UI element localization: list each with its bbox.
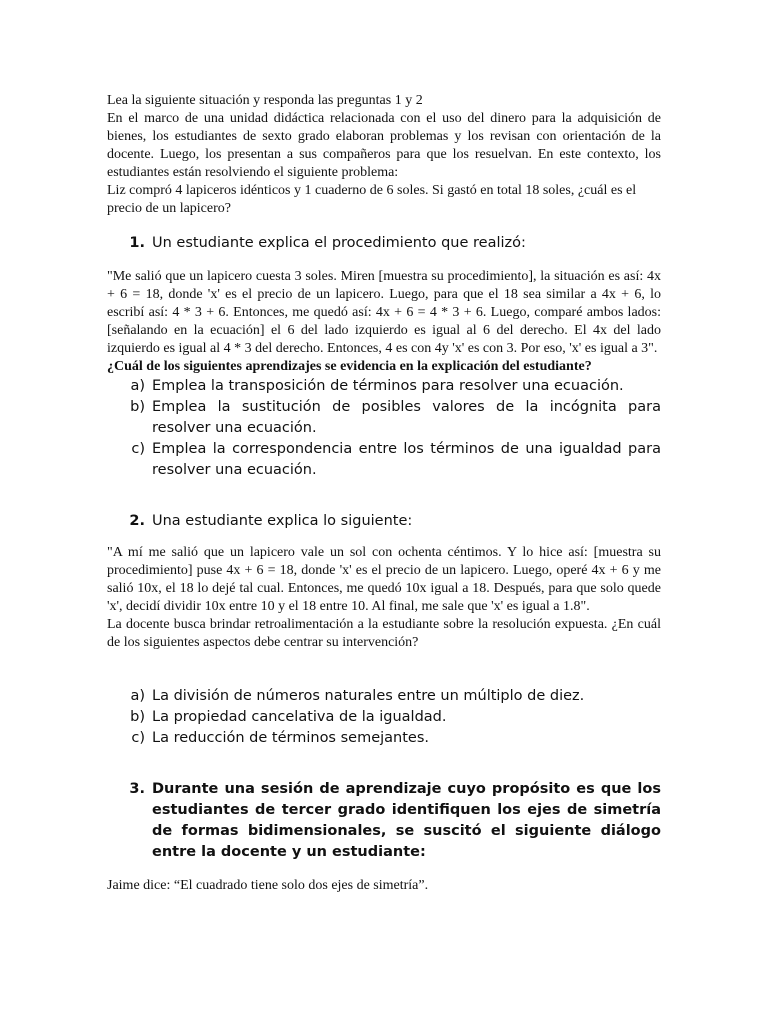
question-1-quote: "Me salió que un lapicero cuesta 3 soles. Miren [muestra su procedimiento], la situación es así: 4x + 6 = 18, donde 'x' es el precio de un lapicero. Luego, para que el 18 sea similar a 4x + 6, lo escribí así: 4 * 3 + 6. Entonces, me quedó así: 4x + 6 = 4 * 3 + 6. Luego, comparé ambos lados: [señalando en la ecuación] el 6 del lado izquierdo es igual al 6 del derecho. El 4x del lado izquierdo es igual al 4 * 3 del derecho. Entonces, 4 es con 4y 'x' es con 3. Por eso, 'x' es igual a 3". bbox=[107, 269, 661, 356]
option-text: Emplea la sustitución de posibles valores de la incógnita para resolver una ecuación. bbox=[152, 399, 661, 436]
question-1-option-a[interactable] bbox=[107, 376, 661, 397]
question-2-option-b[interactable] bbox=[107, 707, 661, 728]
document-page bbox=[107, 92, 661, 895]
question-1-heading bbox=[107, 233, 661, 254]
question-3-dialogue: Jaime dice: “El cuadrado tiene solo dos ejes de simetría”. bbox=[107, 878, 429, 893]
question-2-number: 2. bbox=[129, 513, 145, 529]
intro-problem: Liz compró 4 lapiceros idénticos y 1 cuaderno de 6 soles. Si gastó en total 18 soles, ¿cuál es el precio de un lapicero? bbox=[107, 183, 637, 216]
question-2-prompt: La docente busca brindar retroalimentación a la estudiante sobre la resolución expuesta. ¿En cuál de los siguientes aspectos debe centrar su intervención? bbox=[107, 617, 661, 650]
question-1-number: 1. bbox=[129, 235, 145, 251]
option-text: La propiedad cancelativa de la igualdad. bbox=[152, 709, 447, 725]
question-2-options bbox=[107, 686, 661, 749]
question-1-options bbox=[107, 376, 661, 481]
question-2-option-a[interactable] bbox=[107, 686, 661, 707]
option-letter: c) bbox=[131, 730, 145, 746]
question-2-title: Una estudiante explica lo siguiente: bbox=[152, 513, 413, 529]
option-letter: b) bbox=[130, 709, 145, 725]
question-3-heading bbox=[107, 779, 661, 863]
option-letter: c) bbox=[131, 441, 145, 457]
intro-context: En el marco de una unidad didáctica relacionada con el uso del dinero para la adquisición de bienes, los estudiantes de sexto grado elaboran problemas y los revisan con orientación de la docente. Luego, los presentan a sus compañeros para que los resuelvan. En este contexto, los estudiantes están resolviendo el siguiente problema: bbox=[107, 111, 661, 180]
option-text: Emplea la transposición de términos para resolver una ecuación. bbox=[152, 378, 624, 394]
question-3-number: 3. bbox=[129, 781, 145, 797]
option-letter: b) bbox=[130, 399, 145, 415]
question-1-title: Un estudiante explica el procedimiento que realizó: bbox=[152, 235, 526, 251]
option-text: La división de números naturales entre un múltiplo de diez. bbox=[152, 688, 585, 704]
option-letter: a) bbox=[130, 688, 145, 704]
question-2-quote: "A mí me salió que un lapicero vale un sol con ochenta céntimos. Y lo hice así: [muestra su procedimiento] puse 4x + 6 = 18, donde 'x' es el precio de un lapicero. Luego, operé 4x + 6 y me salió 10x, el 18 lo dejé tal cual. Entonces, me quedó 10x igual a 18. Después, para que solo quede 'x', decidí dividir 10x entre 10 y el 18 entre 10. Al final, me sale que 'x' es igual a 1.8". bbox=[107, 545, 661, 614]
question-1-prompt: ¿Cuál de los siguientes aprendizajes se evidencia en la explicación del estudiante? bbox=[107, 359, 592, 374]
option-text: La reducción de términos semejantes. bbox=[152, 730, 429, 746]
question-3-title: Durante una sesión de aprendizaje cuyo propósito es que los estudiantes de tercer grado identifiquen los ejes de simetría de formas bidimensionales, se suscitó el siguiente diálogo entre la docente y un estudiante: bbox=[152, 781, 661, 860]
question-1-option-c[interactable] bbox=[107, 439, 661, 481]
intro-instruction: Lea la siguiente situación y responda las preguntas 1 y 2 bbox=[107, 93, 423, 108]
question-2-option-c[interactable] bbox=[107, 728, 661, 749]
question-1-option-b[interactable] bbox=[107, 397, 661, 439]
option-letter: a) bbox=[130, 378, 145, 394]
question-2-heading bbox=[107, 511, 661, 532]
option-text: Emplea la correspondencia entre los términos de una igualdad para resolver una ecuación. bbox=[152, 441, 661, 478]
